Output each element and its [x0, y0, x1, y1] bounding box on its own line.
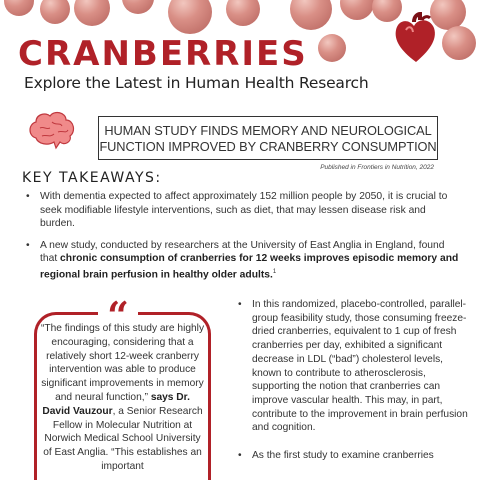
cranberry [40, 0, 70, 24]
cranberry [4, 0, 34, 16]
key-takeaways-heading: KEY TAKEAWAYS: [22, 170, 162, 186]
cranberry [318, 34, 346, 62]
quote-intro: “The findings of this study are highly encouraging, considering that a relatively short 12-week cranberry intervention was able to produce significant improvements in memory and neural function,” [40, 323, 205, 403]
list-item [22, 190, 462, 231]
page-subtitle: Explore the Latest in Human Health Research [24, 74, 369, 92]
list-item [238, 298, 470, 435]
publication-note: Published in Frontiers in Nutrition, 2022 [320, 164, 434, 171]
list-item [238, 449, 470, 463]
banner-line-2: FUNCTION IMPROVED BY CRANBERRY CONSUMPTION [99, 139, 437, 154]
banner-line-1: HUMAN STUDY FINDS MEMORY AND NEUROLOGICAL [104, 123, 432, 138]
heart-icon [392, 12, 440, 66]
quote-text [40, 322, 205, 474]
cranberry [340, 0, 374, 20]
quote-rest: , a Senior Research Fellow in Molecular Nutrition at Norwich Medical School University of East Anglia. “This establishes an important [43, 405, 203, 472]
study-detail-text: In this randomized, placebo-controlled, parallel-group feasibility study, those consuming freeze-dried cranberries, equivalent to 1 cup of fresh cranberries per day, exhibited a significant decrease in LDL (“bad”) cholesterol levels, known to contribute to atherosclerosis, supporting the notion that cranberries can improve vascular health. This may, in part, contribute to the improvement in brain perfusion and cognition. [252, 299, 468, 434]
brain-icon [26, 108, 78, 156]
quote-icon: “ [98, 296, 138, 324]
cranberry [122, 0, 154, 14]
right-column-list [238, 298, 470, 477]
list-item [22, 239, 462, 282]
page-title: CRANBERRIES [18, 34, 308, 74]
quote-speaker: says Dr. David Vauzour [42, 391, 190, 417]
cranberry [74, 0, 110, 26]
key-takeaways-list [22, 190, 462, 289]
takeaway-2-highlight: chronic consumption of cranberries for 12 weeks improves episodic memory and regional brain perfusion in healthy older adults. [40, 253, 459, 280]
footnote-ref: 1 [272, 268, 277, 275]
takeaway-1-text: With dementia expected to affect approximately 152 million people by 2050, it is crucial to seek modifiable lifestyle interventions, such as diet, that may lessen disease risk and burden. [40, 191, 448, 229]
cranberry [442, 26, 476, 60]
takeaway-2-intro: A new study, conducted by researchers at the University of East Anglia in England, found that [40, 239, 445, 264]
study-first-text: As the first study to examine cranberries [252, 450, 434, 462]
cranberry [226, 0, 260, 26]
cranberry [168, 0, 212, 34]
study-banner [98, 116, 438, 160]
cranberry [290, 0, 332, 30]
